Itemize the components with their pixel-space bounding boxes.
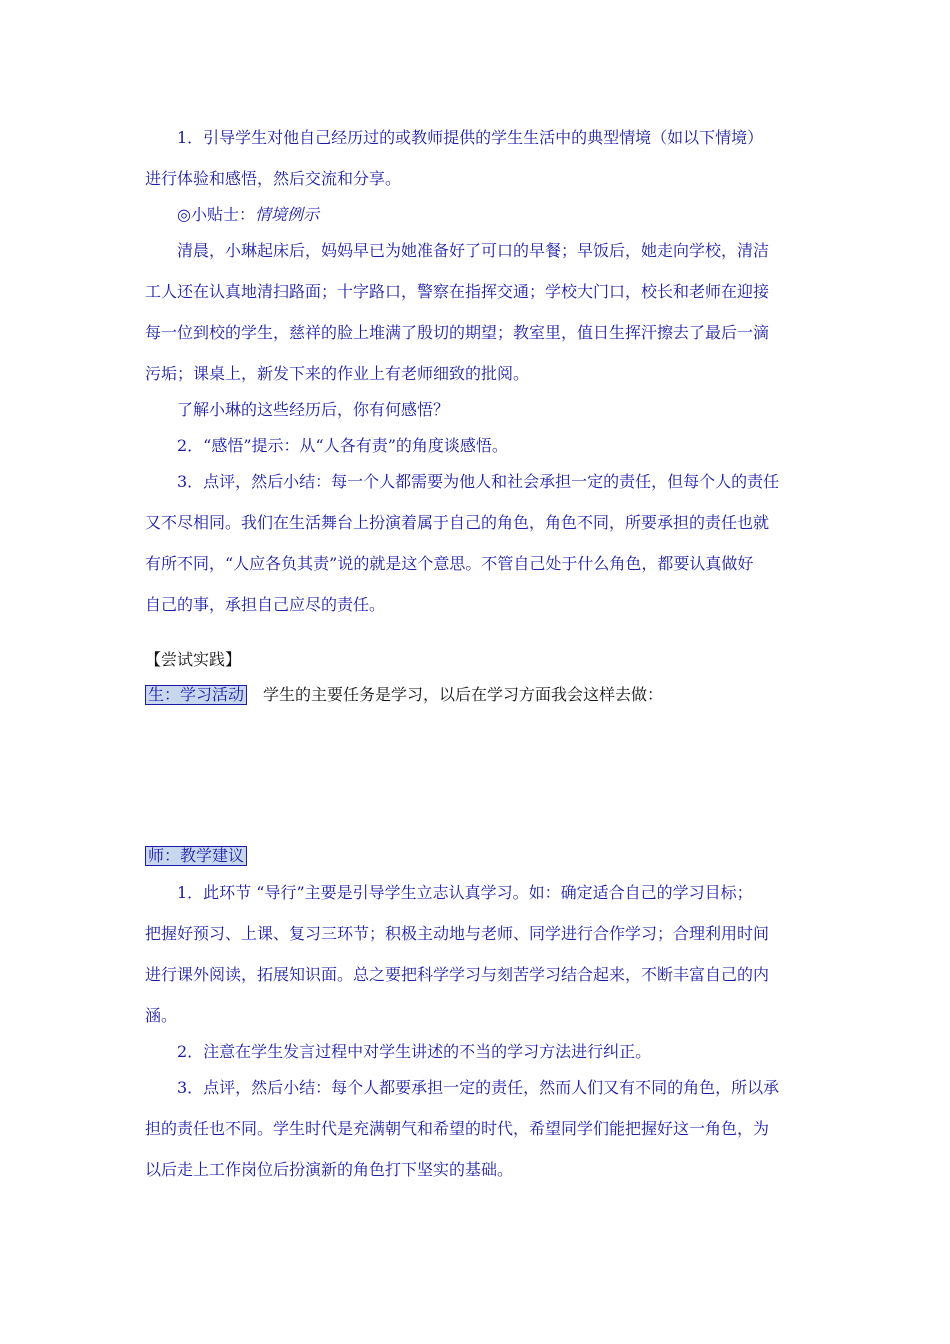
summary-line-3: 有所不同，“人应各负其责”说的就是这个意思。不管自己处于什么角色，都要认真做好 <box>145 554 754 573</box>
practice-heading: 【尝试实践】 <box>145 650 242 669</box>
tip-prefix: ◎小贴士： <box>177 205 255 224</box>
guide-line-1: 1．引导学生对他自己经历过的或教师提供的学生生活中的典型情境（如以下情境） <box>177 128 764 147</box>
teacher-point2-line: 2．注意在学生发言过程中对学生讲述的不当的学习方法进行纠正。 <box>177 1042 652 1061</box>
question-line: 了解小琳的这些经历后，你有何感悟？ <box>177 400 450 419</box>
teacher-suggestion-tag: 师：教学建议 <box>145 846 247 866</box>
teacher-point1-line-3: 进行课外阅读，拓展知识面。总之要把科学学习与刻苦学习结合起来，不断丰富自己的内 <box>145 965 770 984</box>
tip-title: 情境例示 <box>254 205 319 224</box>
hint-line: 2．“感悟”提示：从“人各有责”的角度谈感悟。 <box>177 436 508 455</box>
story-line-1: 清晨，小琳起床后，妈妈早已为她准备好了可口的早餐；早饭后，她走向学校，清洁 <box>177 241 770 260</box>
story-line-2: 工人还在认真地清扫路面；十字路口，警察在指挥交通；学校大门口，校长和老师在迎接 <box>145 282 770 301</box>
tip-line <box>177 204 810 226</box>
summary-line-1: 3．点评，然后小结：每一个人都需要为他人和社会承担一定的责任，但每个人的责任 <box>177 472 780 491</box>
guide-line-2: 进行体验和感悟，然后交流和分享。 <box>145 169 402 188</box>
student-activity-tag: 生：学习活动 <box>145 685 247 705</box>
teacher-point3-line-1: 3．点评，然后小结：每个人都要承担一定的责任，然而人们又有不同的角色，所以承 <box>177 1078 780 1097</box>
teacher-point3-line-2: 担的责任也不同。学生时代是充满朝气和希望的时代，希望同学们能把握好这一角色，为 <box>145 1119 770 1138</box>
story-line-4: 污垢；课桌上，新发下来的作业上有老师细致的批阅。 <box>145 364 530 383</box>
teacher-tag-line <box>145 845 810 867</box>
student-activity-line <box>145 684 810 706</box>
teacher-point1-line-4: 涵。 <box>145 1006 178 1025</box>
teacher-point1-line-2: 把握好预习、上课、复习三环节；积极主动地与老师、同学进行合作学习；合理利用时间 <box>145 924 770 943</box>
summary-line-2: 又不尽相同。我们在生活舞台上扮演着属于自己的角色，角色不同，所要承担的责任也就 <box>145 513 770 532</box>
teacher-point1-line-1: 1．此环节 “导行”主要是引导学生立志认真学习。如：确定适合自己的学习目标； <box>177 883 753 902</box>
story-line-3: 每一位到校的学生，慈祥的脸上堆满了殷切的期望；教室里，值日生挥汗擦去了最后一滴 <box>145 323 770 342</box>
student-activity-text: 学生的主要任务是学习，以后在学习方面我会这样去做： <box>263 685 664 704</box>
summary-line-4: 自己的事，承担自己应尽的责任。 <box>145 595 386 614</box>
teacher-point3-line-3: 以后走上工作岗位后扮演新的角色打下坚实的基础。 <box>145 1160 514 1179</box>
